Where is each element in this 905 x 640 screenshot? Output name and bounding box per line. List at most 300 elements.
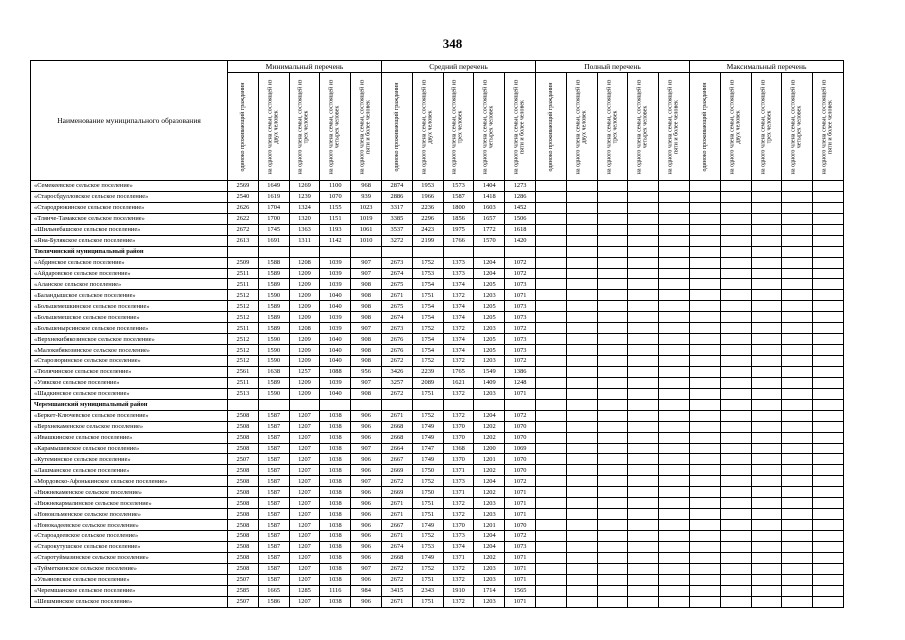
value-cell — [536, 563, 567, 574]
municipality-name: «Лашманское сельское поселение» — [31, 465, 228, 476]
municipality-name: «Аланское сельское поселение» — [31, 279, 228, 290]
value-cell — [659, 574, 690, 585]
value-cell — [690, 224, 721, 235]
value-cell — [751, 388, 782, 399]
value-cell: 1155 — [320, 202, 351, 213]
value-cell — [659, 432, 690, 443]
value-cell: 1750 — [412, 465, 443, 476]
value-cell — [566, 334, 597, 345]
table-row — [31, 432, 844, 443]
value-cell — [720, 377, 751, 388]
value-cell: 1203 — [474, 290, 505, 301]
value-cell — [782, 268, 813, 279]
value-cell: 1590 — [258, 345, 289, 356]
value-cell: 1038 — [320, 541, 351, 552]
value-cell — [782, 345, 813, 356]
value-cell — [690, 388, 721, 399]
value-cell: 1700 — [258, 213, 289, 224]
value-cell: 1073 — [505, 312, 536, 323]
subheader-label: одиноко проживающий гражданин — [701, 82, 708, 171]
group-header: Средний перечень — [382, 61, 536, 73]
value-cell — [659, 520, 690, 531]
value-cell: 1966 — [412, 191, 443, 202]
value-cell: 1207 — [289, 443, 320, 454]
value-cell — [782, 476, 813, 487]
value-cell — [659, 454, 690, 465]
value-cell — [659, 213, 690, 224]
value-cell: 1209 — [289, 279, 320, 290]
value-cell — [813, 224, 844, 235]
value-cell: 906 — [351, 552, 382, 563]
value-cell — [536, 399, 567, 410]
value-cell — [659, 465, 690, 476]
value-cell: 1754 — [412, 334, 443, 345]
value-cell: 1374 — [443, 334, 474, 345]
value-cell: 1040 — [320, 345, 351, 356]
value-cell — [566, 388, 597, 399]
value-cell: 1207 — [289, 552, 320, 563]
value-cell — [690, 235, 721, 246]
value-cell — [659, 563, 690, 574]
value-cell: 1203 — [474, 563, 505, 574]
value-cell — [690, 246, 721, 257]
value-cell — [813, 366, 844, 377]
value-cell — [782, 290, 813, 301]
table-row — [31, 224, 844, 235]
value-cell: 1142 — [320, 235, 351, 246]
value-cell — [536, 246, 567, 257]
subheader-cell — [382, 73, 413, 181]
value-cell — [690, 509, 721, 520]
value-cell: 1754 — [412, 279, 443, 290]
value-cell — [566, 235, 597, 246]
value-cell: 1038 — [320, 520, 351, 531]
value-cell — [597, 585, 628, 596]
value-cell — [690, 421, 721, 432]
value-cell — [597, 541, 628, 552]
value-cell: 1061 — [351, 224, 382, 235]
value-cell — [659, 377, 690, 388]
value-cell: 1752 — [412, 563, 443, 574]
value-cell: 1204 — [474, 531, 505, 542]
value-cell — [659, 224, 690, 235]
value-cell — [597, 410, 628, 421]
value-cell: 1209 — [289, 356, 320, 367]
value-cell — [659, 356, 690, 367]
value-cell — [782, 224, 813, 235]
district-name: Тюлячинский муниципальный район — [31, 246, 228, 257]
value-cell: 2667 — [382, 454, 413, 465]
value-cell: 1202 — [474, 432, 505, 443]
value-cell: 2671 — [382, 498, 413, 509]
value-cell — [720, 399, 751, 410]
value-cell — [628, 520, 659, 531]
value-cell: 1587 — [258, 498, 289, 509]
value-cell: 1619 — [258, 191, 289, 202]
table-row — [31, 290, 844, 301]
value-cell: 1418 — [474, 191, 505, 202]
value-cell — [659, 312, 690, 323]
value-cell: 2296 — [412, 213, 443, 224]
value-cell: 1205 — [474, 301, 505, 312]
value-cell: 2671 — [382, 596, 413, 607]
value-cell — [782, 487, 813, 498]
value-cell — [659, 596, 690, 607]
value-cell — [782, 563, 813, 574]
value-cell — [566, 202, 597, 213]
subheader-cell — [566, 73, 597, 181]
value-cell — [813, 235, 844, 246]
table-row — [31, 356, 844, 367]
value-cell: 1372 — [443, 290, 474, 301]
value-cell: 1039 — [320, 312, 351, 323]
value-cell — [690, 366, 721, 377]
value-cell: 1621 — [443, 377, 474, 388]
value-cell: 1752 — [412, 257, 443, 268]
value-cell: 908 — [351, 356, 382, 367]
value-cell — [659, 366, 690, 377]
value-cell — [443, 246, 474, 257]
table-row — [31, 181, 844, 192]
value-cell — [690, 334, 721, 345]
value-cell — [813, 323, 844, 334]
value-cell: 1039 — [320, 323, 351, 334]
table-row — [31, 552, 844, 563]
value-cell — [536, 279, 567, 290]
table-row — [31, 279, 844, 290]
value-cell: 1038 — [320, 465, 351, 476]
table-row — [31, 443, 844, 454]
value-cell: 2669 — [382, 465, 413, 476]
value-cell — [751, 541, 782, 552]
value-cell — [720, 323, 751, 334]
value-cell — [659, 388, 690, 399]
value-cell: 2508 — [228, 432, 259, 443]
value-cell — [751, 290, 782, 301]
value-cell — [690, 520, 721, 531]
value-cell: 1071 — [505, 509, 536, 520]
value-cell: 1019 — [351, 213, 382, 224]
value-cell — [720, 301, 751, 312]
value-cell — [782, 279, 813, 290]
value-cell — [690, 312, 721, 323]
municipality-name: «Малокибякозинское сельское поселение» — [31, 345, 228, 356]
value-cell: 1073 — [505, 541, 536, 552]
value-cell — [720, 421, 751, 432]
value-cell — [659, 334, 690, 345]
value-cell — [720, 279, 751, 290]
value-cell — [597, 476, 628, 487]
value-cell — [782, 520, 813, 531]
value-cell — [566, 312, 597, 323]
value-cell: 1038 — [320, 498, 351, 509]
value-cell: 1372 — [443, 509, 474, 520]
value-cell: 1209 — [289, 301, 320, 312]
value-cell: 1691 — [258, 235, 289, 246]
value-cell — [228, 399, 259, 410]
value-cell — [659, 498, 690, 509]
municipality-name: «Баландышское сельское поселение» — [31, 290, 228, 301]
value-cell: 2511 — [228, 279, 259, 290]
value-cell — [751, 246, 782, 257]
value-cell — [751, 268, 782, 279]
value-cell — [628, 563, 659, 574]
value-cell — [690, 443, 721, 454]
value-cell — [690, 585, 721, 596]
value-cell: 1618 — [505, 224, 536, 235]
value-cell — [813, 509, 844, 520]
value-cell: 1573 — [443, 181, 474, 192]
value-cell: 1204 — [474, 476, 505, 487]
value-cell — [566, 181, 597, 192]
municipality-name: «Большемешское сельское поселение» — [31, 312, 228, 323]
subheader-cell — [536, 73, 567, 181]
value-cell — [628, 191, 659, 202]
value-cell: 1285 — [289, 585, 320, 596]
value-cell — [782, 596, 813, 607]
value-cell — [566, 191, 597, 202]
value-cell: 2423 — [412, 224, 443, 235]
value-cell: 1856 — [443, 213, 474, 224]
value-cell: 1286 — [505, 191, 536, 202]
value-cell: 2886 — [382, 191, 413, 202]
value-cell: 907 — [351, 443, 382, 454]
municipality-name: «Карамышевское сельское поселение» — [31, 443, 228, 454]
value-cell — [628, 323, 659, 334]
table-row — [31, 388, 844, 399]
subheader-label: на одного члена семьи, состоящей из трех человек — [606, 79, 619, 174]
value-cell: 1372 — [443, 498, 474, 509]
value-cell: 1587 — [258, 574, 289, 585]
value-cell: 906 — [351, 531, 382, 542]
value-cell: 1072 — [505, 531, 536, 542]
value-cell — [751, 585, 782, 596]
value-cell — [659, 345, 690, 356]
value-cell: 1588 — [258, 257, 289, 268]
value-cell — [412, 246, 443, 257]
value-cell — [536, 366, 567, 377]
value-cell — [720, 498, 751, 509]
value-cell — [751, 498, 782, 509]
municipality-name: «Черемшанское сельское поселение» — [31, 585, 228, 596]
value-cell — [782, 399, 813, 410]
value-cell — [813, 443, 844, 454]
subheader-label: на одного члена семьи, состоящей из пяти и более человек — [513, 79, 527, 174]
value-cell: 2508 — [228, 498, 259, 509]
value-cell: 2675 — [382, 301, 413, 312]
value-cell — [536, 388, 567, 399]
value-cell — [782, 388, 813, 399]
value-cell: 1116 — [320, 585, 351, 596]
value-cell: 1751 — [412, 498, 443, 509]
table-row — [31, 345, 844, 356]
value-cell: 2508 — [228, 563, 259, 574]
value-cell: 1204 — [474, 541, 505, 552]
value-cell: 1587 — [258, 563, 289, 574]
value-cell: 2676 — [382, 345, 413, 356]
value-cell — [566, 585, 597, 596]
value-cell: 1071 — [505, 487, 536, 498]
value-cell: 1371 — [443, 465, 474, 476]
value-cell — [566, 345, 597, 356]
value-cell — [813, 377, 844, 388]
value-cell: 1040 — [320, 334, 351, 345]
value-cell: 1201 — [474, 520, 505, 531]
value-cell — [659, 531, 690, 542]
table-row — [31, 421, 844, 432]
value-cell — [813, 476, 844, 487]
value-cell: 2673 — [382, 257, 413, 268]
value-cell — [813, 246, 844, 257]
value-cell: 1372 — [443, 596, 474, 607]
value-cell — [782, 585, 813, 596]
value-cell: 2585 — [228, 585, 259, 596]
value-cell — [813, 585, 844, 596]
value-cell — [690, 377, 721, 388]
value-cell: 1039 — [320, 268, 351, 279]
value-cell — [782, 246, 813, 257]
value-cell: 1772 — [474, 224, 505, 235]
value-cell — [597, 377, 628, 388]
municipality-name: «Абдинское сельское поселение» — [31, 257, 228, 268]
value-cell: 1207 — [289, 432, 320, 443]
value-cell: 908 — [351, 301, 382, 312]
value-cell — [751, 257, 782, 268]
value-cell — [690, 454, 721, 465]
value-cell — [597, 312, 628, 323]
value-cell: 1207 — [289, 541, 320, 552]
value-cell — [566, 246, 597, 257]
value-cell: 2672 — [382, 356, 413, 367]
value-cell: 2672 — [228, 224, 259, 235]
value-cell — [597, 279, 628, 290]
subheader-cell — [597, 73, 628, 181]
municipality-name: «Семекеевское сельское поселение» — [31, 181, 228, 192]
value-cell: 1073 — [505, 334, 536, 345]
value-cell — [382, 246, 413, 257]
municipality-name: «Айдаровское сельское поселение» — [31, 268, 228, 279]
value-cell — [566, 454, 597, 465]
value-cell — [813, 498, 844, 509]
value-cell — [566, 323, 597, 334]
value-cell — [751, 520, 782, 531]
value-cell — [751, 181, 782, 192]
value-cell: 1207 — [289, 410, 320, 421]
value-cell — [690, 465, 721, 476]
value-cell: 2511 — [228, 377, 259, 388]
value-cell — [720, 531, 751, 542]
municipality-name: «Тюлячинское сельское поселение» — [31, 366, 228, 377]
value-cell: 1205 — [474, 279, 505, 290]
value-cell — [597, 388, 628, 399]
value-cell — [597, 399, 628, 410]
value-cell — [566, 476, 597, 487]
value-cell — [659, 509, 690, 520]
subheader-cell — [782, 73, 813, 181]
value-cell: 1753 — [412, 541, 443, 552]
value-cell: 1207 — [289, 531, 320, 542]
value-cell — [720, 366, 751, 377]
value-cell — [782, 454, 813, 465]
value-cell — [566, 257, 597, 268]
value-cell — [751, 574, 782, 585]
table-row — [31, 268, 844, 279]
value-cell: 2507 — [228, 454, 259, 465]
value-cell: 2513 — [228, 388, 259, 399]
value-cell: 1409 — [474, 377, 505, 388]
value-cell — [536, 454, 567, 465]
value-cell: 956 — [351, 366, 382, 377]
subheader-cell — [351, 73, 382, 181]
value-cell — [690, 257, 721, 268]
value-cell — [782, 257, 813, 268]
value-cell: 1151 — [320, 213, 351, 224]
value-cell: 2239 — [412, 366, 443, 377]
value-cell — [659, 191, 690, 202]
value-cell: 1372 — [443, 563, 474, 574]
value-cell — [536, 498, 567, 509]
value-cell: 1071 — [505, 596, 536, 607]
value-cell — [536, 377, 567, 388]
value-cell: 1208 — [289, 257, 320, 268]
value-cell — [751, 399, 782, 410]
value-cell: 1039 — [320, 257, 351, 268]
value-cell — [628, 399, 659, 410]
value-cell — [628, 268, 659, 279]
subheader-label: на одного члена семьи, состоящей из четырех человек — [636, 79, 650, 174]
municipality-name: «Нижнекармалинское сельское поселение» — [31, 498, 228, 509]
subheader-cell — [628, 73, 659, 181]
value-cell — [813, 388, 844, 399]
value-cell — [536, 596, 567, 607]
value-cell — [782, 312, 813, 323]
value-cell: 1207 — [289, 596, 320, 607]
value-cell: 2508 — [228, 421, 259, 432]
value-cell: 907 — [351, 563, 382, 574]
value-cell: 1071 — [505, 563, 536, 574]
value-cell — [566, 552, 597, 563]
value-cell — [751, 312, 782, 323]
value-cell — [628, 246, 659, 257]
table-row — [31, 366, 844, 377]
value-cell — [659, 235, 690, 246]
value-cell — [536, 257, 567, 268]
value-cell — [813, 454, 844, 465]
value-cell: 1072 — [505, 410, 536, 421]
value-cell — [659, 202, 690, 213]
value-cell: 2668 — [382, 552, 413, 563]
value-cell: 1420 — [505, 235, 536, 246]
subheader-label: на одного члена семьи, состоящей из пяти и более человек — [667, 79, 681, 174]
municipality-name: «Шешминское сельское поселение» — [31, 596, 228, 607]
value-cell: 1040 — [320, 290, 351, 301]
value-cell: 906 — [351, 509, 382, 520]
value-cell — [659, 257, 690, 268]
value-cell: 1209 — [289, 377, 320, 388]
value-cell — [782, 301, 813, 312]
value-cell — [659, 181, 690, 192]
value-cell: 1269 — [289, 181, 320, 192]
table-row — [31, 410, 844, 421]
value-cell — [751, 410, 782, 421]
value-cell — [566, 213, 597, 224]
value-cell — [720, 345, 751, 356]
value-cell — [536, 421, 567, 432]
value-cell — [782, 541, 813, 552]
page-number: 348 — [442, 36, 463, 51]
value-cell: 1752 — [412, 356, 443, 367]
value-cell — [813, 345, 844, 356]
